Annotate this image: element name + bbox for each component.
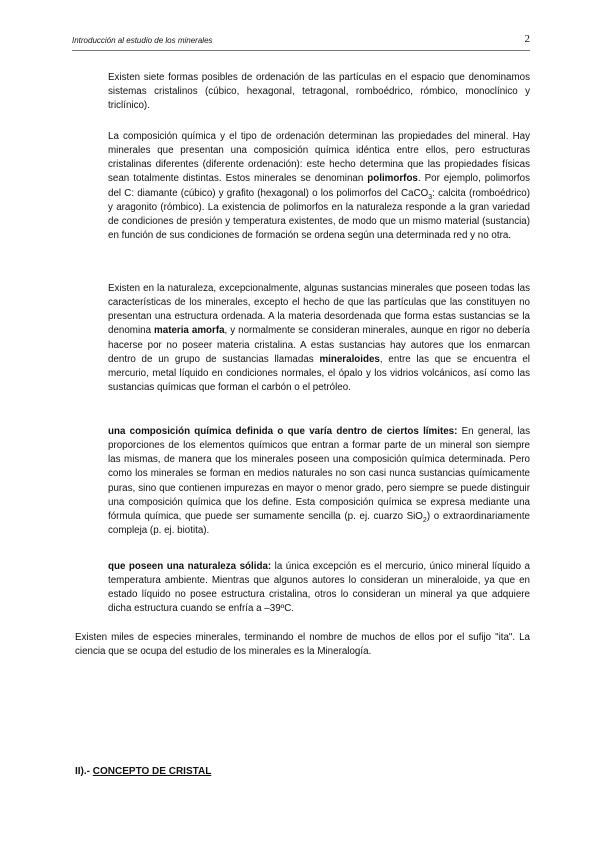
- term-polimorfos: polimorfos: [367, 173, 418, 185]
- page-header: [72, 33, 530, 51]
- text-segment: , y normalmente se consideran minerales, aunque en rigor no debería hacerse por no poseer materia cristalina. A estas sustancias hay autores que los enmarcan dentro de un grupo de sustancias llamadas: [108, 325, 530, 365]
- term-mineraloides: mineraloides: [319, 353, 380, 365]
- text-segment: ) o extraordinariamente compleja (p. ej. biotita).: [108, 510, 530, 537]
- section-number: II).-: [75, 766, 93, 777]
- text-segment: la única excepción es el mercurio, único mineral líquido a temperatura ambiente. Mientras que algunos autores lo consideran un mineraloide, ya que en estado líquido no posee estructura cristalina, otros lo consideran un mineral ya que adquiere dicha estructura cuando se enfría a –39ºC.: [108, 561, 530, 615]
- term-materia-amorfa: materia amorfa: [154, 325, 225, 337]
- subscript: 3: [428, 193, 433, 201]
- subscript: 2: [422, 516, 427, 524]
- paragraph-polymorphs: [108, 130, 530, 243]
- text-segment: : calcita (romboédrico) y aragonito (rómbico). La existencia de polimorfos en la naturaleza responde a la gran variedad de condiciones de presión y temperatura existentes, de modo que un mismo material (sustancia) en función de sus condiciones de formación se ordena según una determinada red y no otra.: [108, 187, 530, 242]
- page-number: 2: [524, 33, 530, 45]
- section-heading: [75, 766, 211, 777]
- paragraph-solid-nature: [108, 560, 530, 617]
- text-segment: Existen en la naturaleza, excepcionalmente, algunas sustancias minerales que poseen todas las características de los minerales, excepto el hecho de que las partículas que las constituyen no presentan una estructura ordenada. A la materia desordenada que forma estas sustancias se la denomina: [108, 283, 530, 337]
- paragraph-chemical-composition: [108, 425, 530, 538]
- text-segment: La composición química y el tipo de ordenación determinan las propiedades del mineral. Hay minerales que presentan una composición química idéntica entre ellos, pero estructuras cristalinas diferentes (diferente ordenación): este hecho determina que las propiedades físicas sean totalmente distintas. Estos minerales se denominan: [108, 131, 530, 185]
- text-segment: . Por ejemplo, polimorfos del C: diamante (cúbico) y grafito (hexagonal) o los polimorfos del CaCO: [108, 173, 530, 199]
- section-title: CONCEPTO DE CRISTAL: [92, 766, 212, 777]
- paragraph-amorphous: [108, 282, 530, 395]
- text-segment: , entre las que se encuentra el mercurio, metal líquido en condiciones normales, el ópalo y los vidrios volcánicos, así como las sustancias químicas que forman el carbón o el petróleo.: [108, 353, 530, 394]
- header-title: Introducción al estudio de los minerales: [72, 36, 213, 45]
- heading-composicion-quimica: una composición química definida o que varía dentro de ciertos límites:: [108, 426, 458, 437]
- text-segment: En general, las proporciones de los elementos químicos que entran a formar parte de un mineral son siempre las mismas, de manera que los minerales poseen una composición química determinada. Pero como los minerales se forman en medios naturales no son casi nunca sustancias químicamente puras, sino que contienen impurezas en mayor o menor grado, pero siempre se puede distinguir una composición química que los define. Esta composición química se expresa mediante una fórmula química, que puede ser sumamente sencilla (p. ej. cuarzo SiO: [108, 426, 530, 522]
- paragraph-mineralogy: Existen miles de especies minerales, terminando el nombre de muchos de ellos por el sufijo "ita". La ciencia que se ocupa del estudio de los minerales es la Mineralogía.: [75, 632, 530, 658]
- paragraph-crystal-systems: Existen siete formas posibles de ordenación de las partículas en el espacio que denominamos sistemas cristalinos (cúbico, hexagonal, tetragonal, romboédrico, rómbico, monoclínico y triclínico).: [108, 72, 530, 112]
- heading-naturaleza-solida: que poseen una naturaleza sólida:: [108, 561, 272, 572]
